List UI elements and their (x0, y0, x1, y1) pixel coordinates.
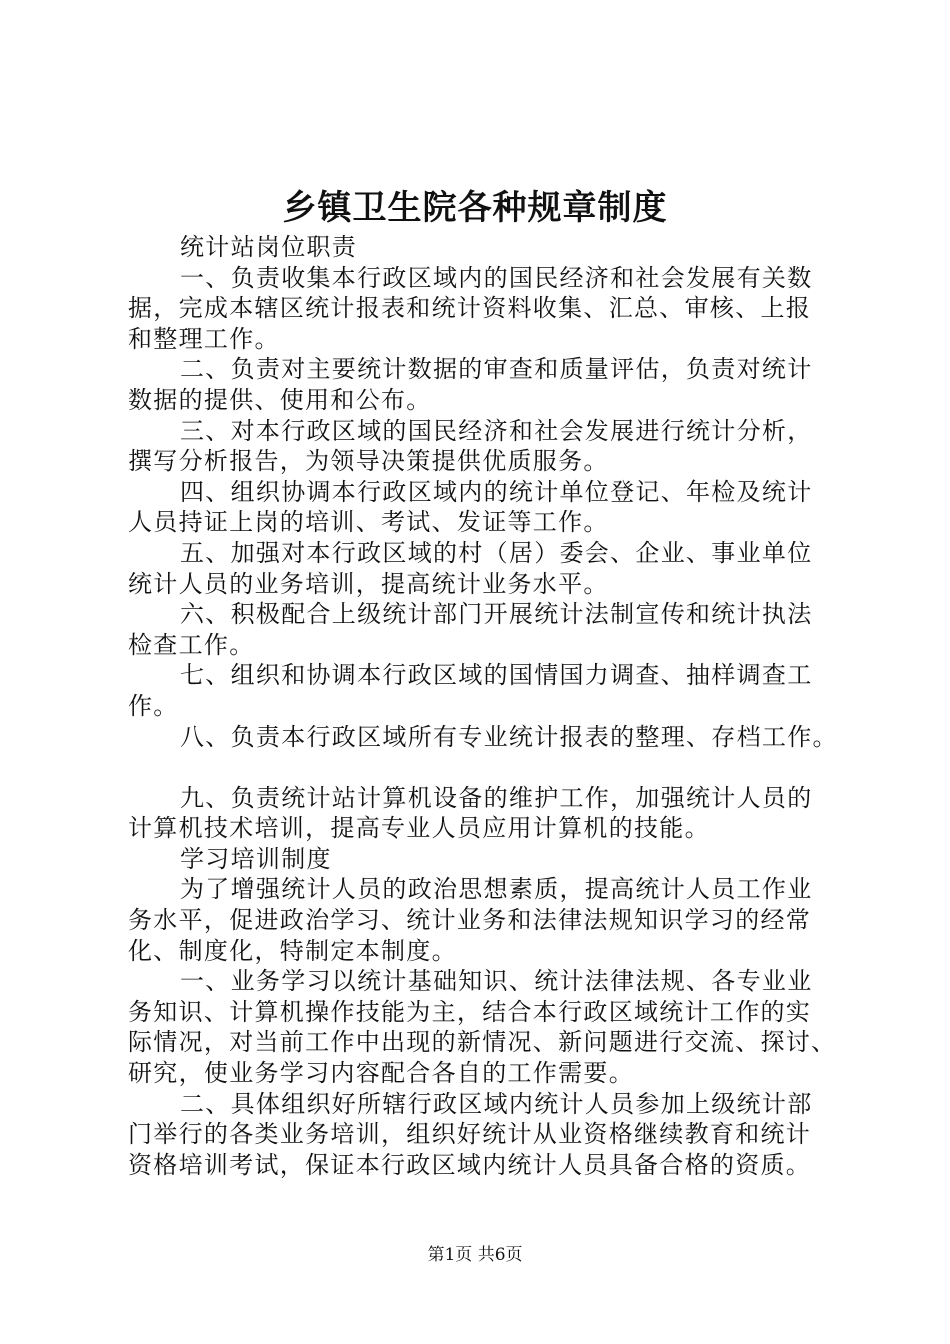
paragraph-line: 二、具体组织好所辖行政区域内统计人员参加上级统计部 (180, 1089, 813, 1118)
paragraph-line: 作。 (128, 691, 179, 720)
paragraph-line: 人员持证上岗的培训、考试、发证等工作。 (128, 508, 609, 537)
paragraph-line: 检查工作。 (128, 630, 255, 659)
paragraph-line: 六、积极配合上级统计部门开展统计法制宣传和统计执法 (180, 600, 813, 629)
paragraph-line: 为了增强统计人员的政治思想素质，提高统计人员工作业 (180, 875, 813, 904)
paragraph-line: 撰写分析报告，为领导决策提供优质服务。 (128, 447, 609, 476)
paragraph-line: 门举行的各类业务培训，组织好统计从业资格继续教育和统计 (128, 1120, 812, 1149)
paragraph-line: 四、组织协调本行政区域内的统计单位登记、年检及统计 (180, 477, 813, 506)
paragraph-line: 务水平，促进政治学习、统计业务和法律法规知识学习的经常 (128, 906, 812, 935)
paragraph-line: 一、业务学习以统计基础知识、统计法律法规、各专业业 (180, 967, 813, 996)
paragraph-line: 化、制度化，特制定本制度。 (128, 936, 457, 965)
page-number-footer: 第1页 共6页 (427, 1245, 523, 1265)
document-title: 乡镇卫生院各种规章制度 (282, 188, 668, 228)
paragraph-line: 和整理工作。 (128, 324, 280, 353)
document-body (128, 232, 848, 1180)
paragraph-line: 九、负责统计站计算机设备的维护工作，加强统计人员的 (180, 783, 813, 812)
paragraph-line: 二、负责对主要统计数据的审查和质量评估，负责对统计 (180, 355, 813, 384)
paragraph-line: 计算机技术培训，提高专业人员应用计算机的技能。 (128, 814, 710, 843)
paragraph-line: 五、加强对本行政区域的村（居）委会、企业、事业单位 (180, 538, 813, 567)
paragraph-line: 八、负责本行政区域所有专业统计报表的整理、存档工作。 (180, 722, 838, 751)
paragraph-line: 数据的提供、使用和公布。 (128, 385, 432, 414)
paragraph-line: 资格培训考试，保证本行政区域内统计人员具备合格的资质。 (128, 1150, 812, 1179)
section-heading-statistics-station: 统计站岗位职责 (180, 233, 358, 261)
paragraph-line: 统计人员的业务培训，提高统计业务水平。 (128, 569, 609, 598)
paragraph-line: 据，完成本辖区统计报表和统计资料收集、汇总、审核、上报 (128, 294, 812, 323)
paragraph-line: 际情况，对当前工作中出现的新情况、新问题进行交流、探讨、 (128, 1028, 837, 1057)
paragraph-line: 研究，使业务学习内容配合各自的工作需要。 (128, 1059, 634, 1088)
paragraph-line: 七、组织和协调本行政区域的国情国力调查、抽样调查工 (180, 661, 813, 690)
paragraph-line: 一、负责收集本行政区域内的国民经济和社会发展有关数 (180, 263, 813, 292)
section-heading-training-system: 学习培训制度 (180, 844, 332, 873)
paragraph-line: 务知识、计算机操作技能为主，结合本行政区域统计工作的实 (128, 997, 812, 1026)
blank-line (128, 752, 848, 783)
paragraph-line: 三、对本行政区域的国民经济和社会发展进行统计分析， (180, 416, 813, 445)
